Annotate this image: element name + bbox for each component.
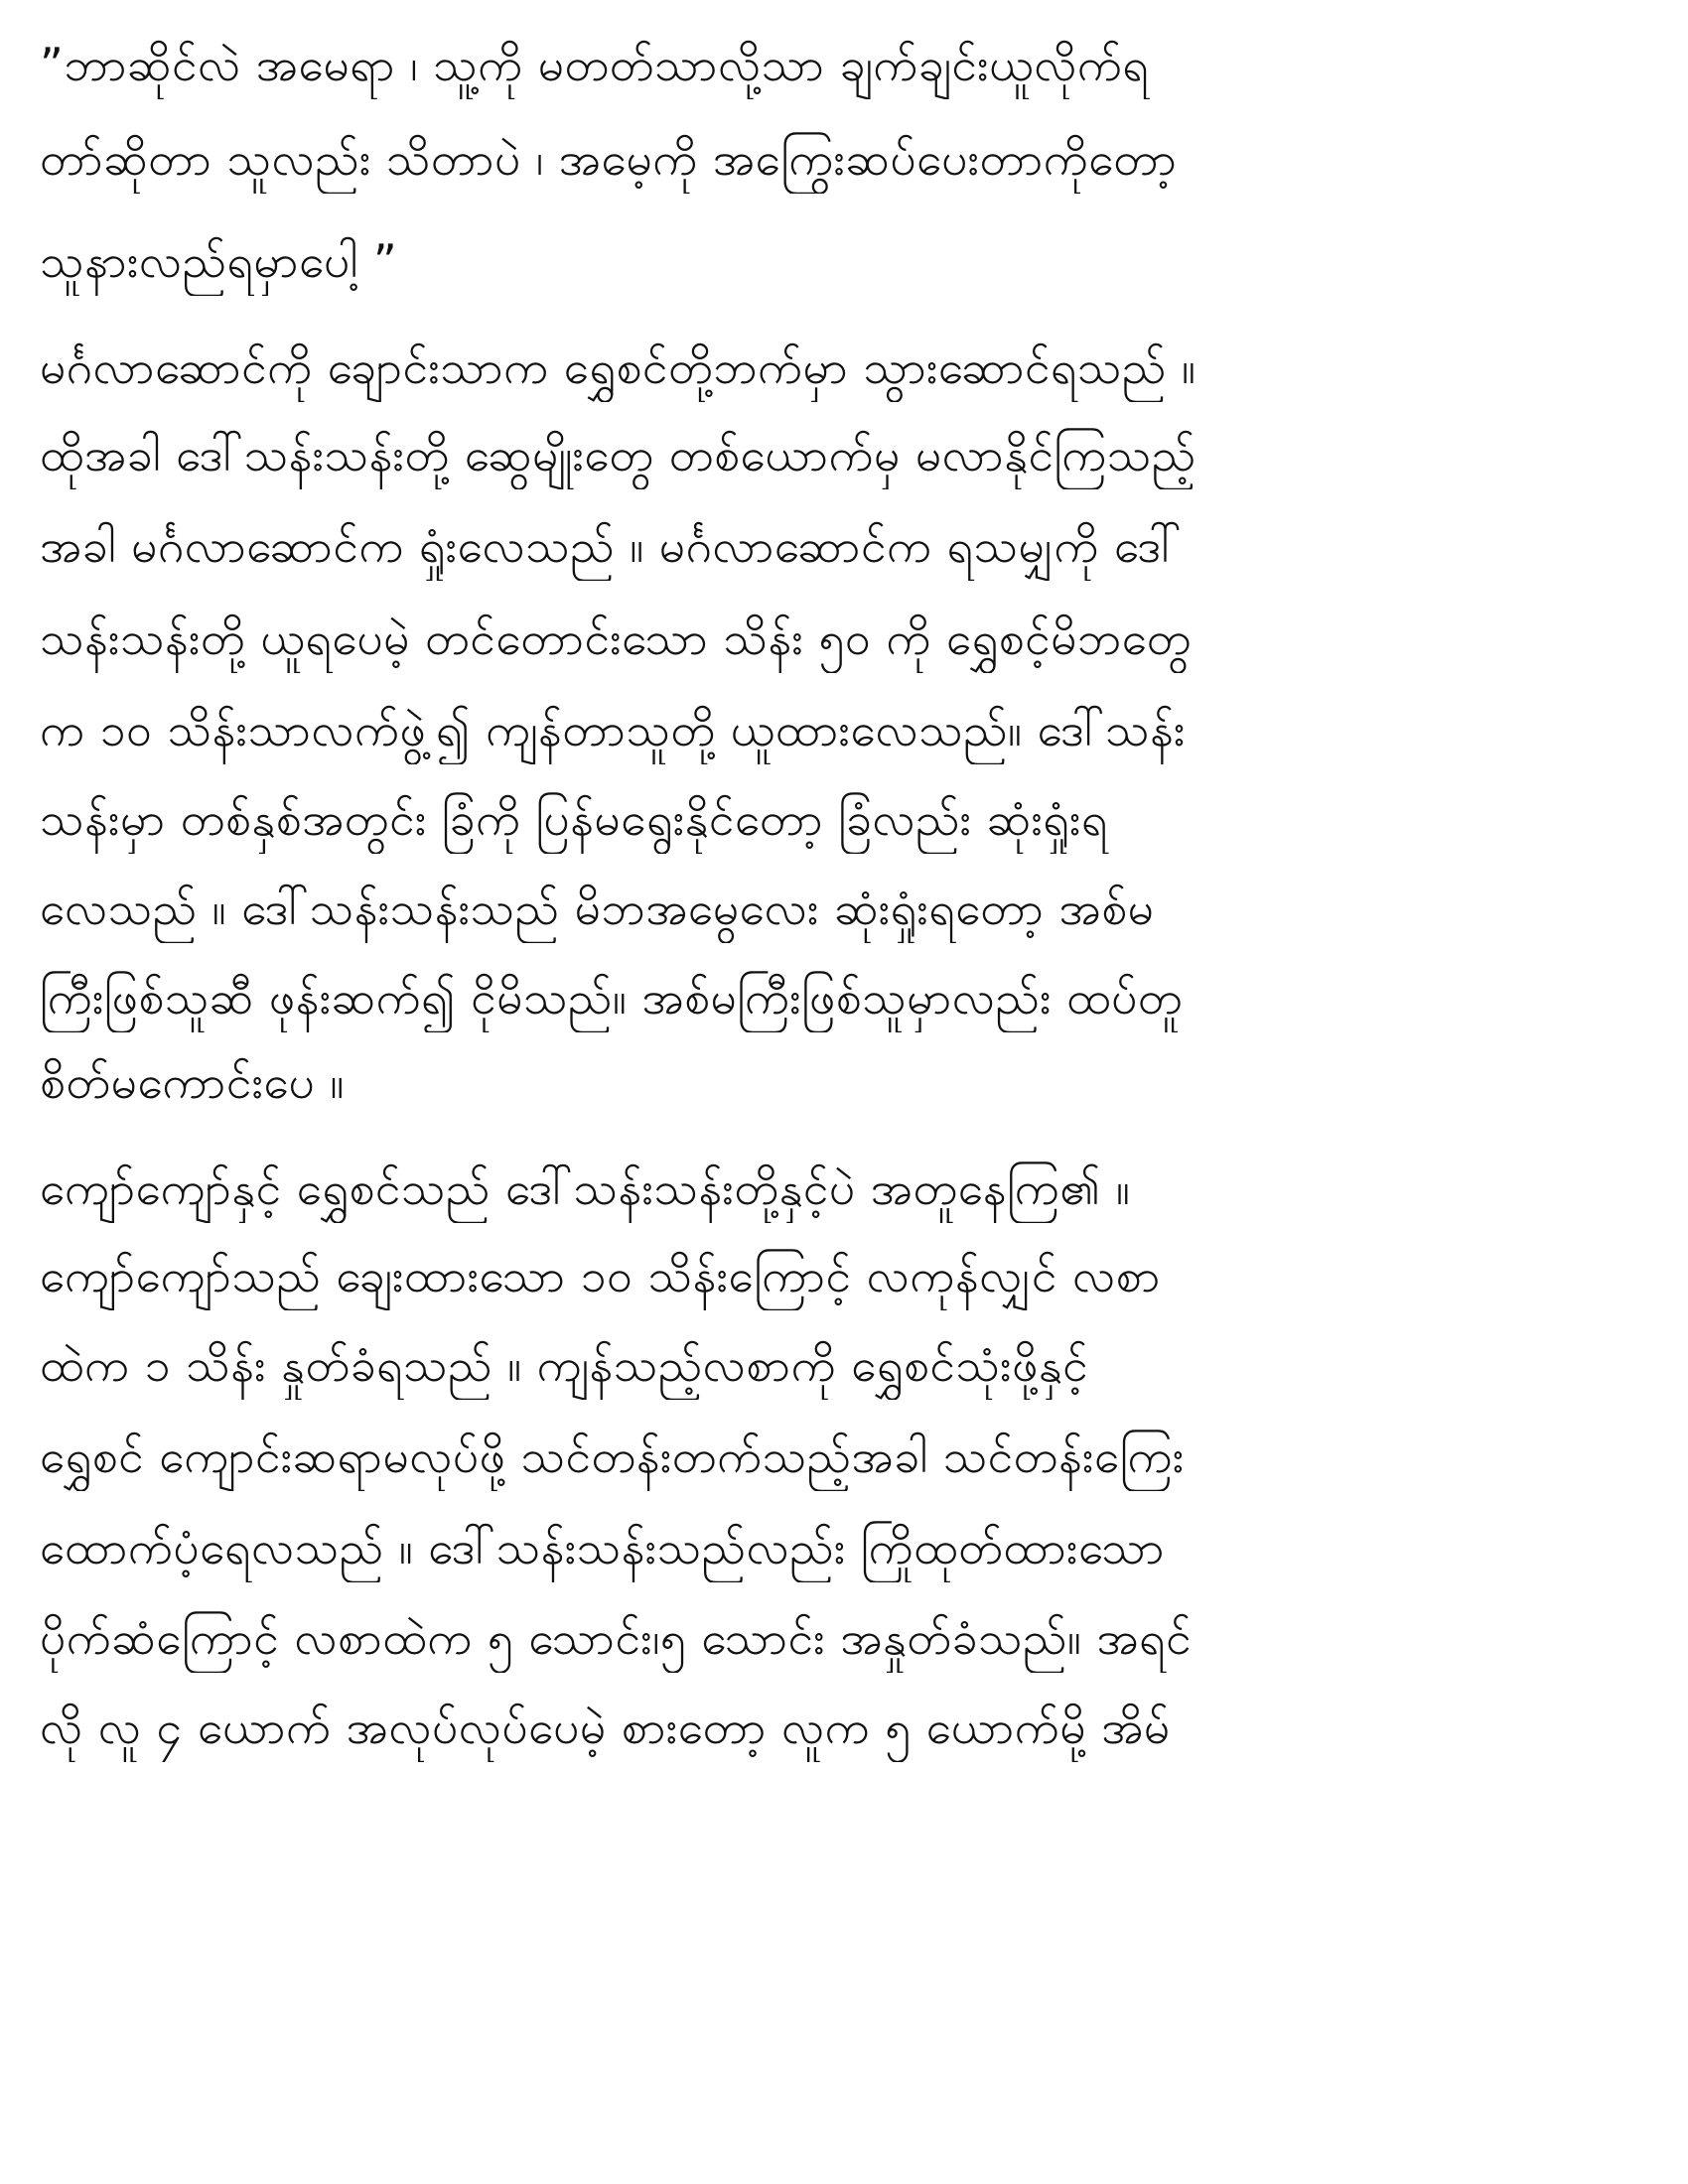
text-line: ရွှေစင် ကျောင်းဆရာမလုပ်ဖို့ သင်တန်းတက်သည့်အခါ သင်တန်းကြေး	[40, 1430, 1185, 1483]
text-line: လို လူ ၄ ယောက် အလုပ်လုပ်ပေမဲ့ စားတော့ လူက ၅ ယောက်မို့ အိမ်	[40, 1701, 1171, 1754]
text-line: ထောက်ပံ့ရေလသည် ။ ဒေါ်သန်းသန်းသည်လည်း ကြိုထုတ်ထားသော	[40, 1521, 1166, 1574]
text-line: ”ဘာဆိုင်လဲ အမေရာ ၊ သူ့ကို မတတ်သာလို့သာ ချက်ချင်းယူလိုက်ရ	[40, 38, 1150, 91]
text-line: ကျော်ကျော်သည် ချေးထားသော ၁၀ သိန်းကြောင့် လကုန်လျှင် လစာ	[40, 1249, 1161, 1302]
text-line: မင်္ဂလာဆောင်ကို ချောင်းသာက ရွှေစင်တို့ဘက်မှာ သွားဆောင်ရသည် ။	[40, 341, 1196, 394]
text-line: ထဲက ၁ သိန်း နှုတ်ခံရသည် ။ ကျန်သည့်လစာကို ရွှေစင်သုံးဖို့နှင့်	[40, 1338, 1089, 1392]
text-line: သန်းမှာ တစ်နှစ်အတွင်း ခြံကို ပြန်မရွေးနိုင်တော့ ခြံလည်း ဆုံးရှုံးရ	[40, 792, 1108, 846]
text-line: ထိုအခါ ဒေါ်သန်းသန်းတို့ ဆွေမျိုးတွေ တစ်ယောက်မှ မလာနိုင်ကြသည့်	[40, 428, 1196, 481]
text-line: လေသည် ။ ဒေါ်သန်းသန်းသည် မိဘအမွေလေး ဆုံးရှုံးရတော့ အစ်မ	[40, 882, 1155, 935]
text-line: က ၁၀ သိန်းသာလက်ဖွဲ့၍ ကျန်တာသူတို့ ယူထားလေသည်။ ဒေါ်သန်း	[40, 703, 1186, 756]
text-line: အခါ မင်္ဂလာဆောင်က ရှုံးလေသည် ။ မင်္ဂလာဆောင်က ရသမျှကို ဒေါ်	[40, 519, 1183, 573]
text-line: ကျော်ကျော်နှင့် ရွှေစင်သည် ဒေါ်သန်းသန်းတို့နှင့်ပဲ အတူနေကြ၏ ။	[40, 1161, 1131, 1215]
text-line: ကြီးဖြစ်သူဆီ ဖုန်းဆက်၍ ငိုမိသည်။ အစ်မကြီးဖြစ်သူမှာလည်း ထပ်တူ	[40, 971, 1184, 1024]
text-line: ပိုက်ဆံကြောင့် လစာထဲက ၅ သောင်း၊၅ သောင်း အနှုတ်ခံသည်။ အရင်	[40, 1611, 1193, 1665]
text-line: စိတ်မကောင်းပေ ။	[40, 1055, 345, 1109]
text-line: သူနားလည်ရမှာပေါ့ ”	[40, 234, 398, 288]
text-line: သန်းသန်းတို့ ယူရပေမဲ့ တင်တောင်းသော သိန်း ၅၀ ကို ရွှေစင့်မိဘတွေ	[40, 612, 1192, 665]
text-line: တာ်ဆိုတာ သူလည်း သိတာပဲ ၊ အမေ့ကို အကြွေးဆပ်ပေးတာကိုတော့	[40, 132, 1178, 186]
